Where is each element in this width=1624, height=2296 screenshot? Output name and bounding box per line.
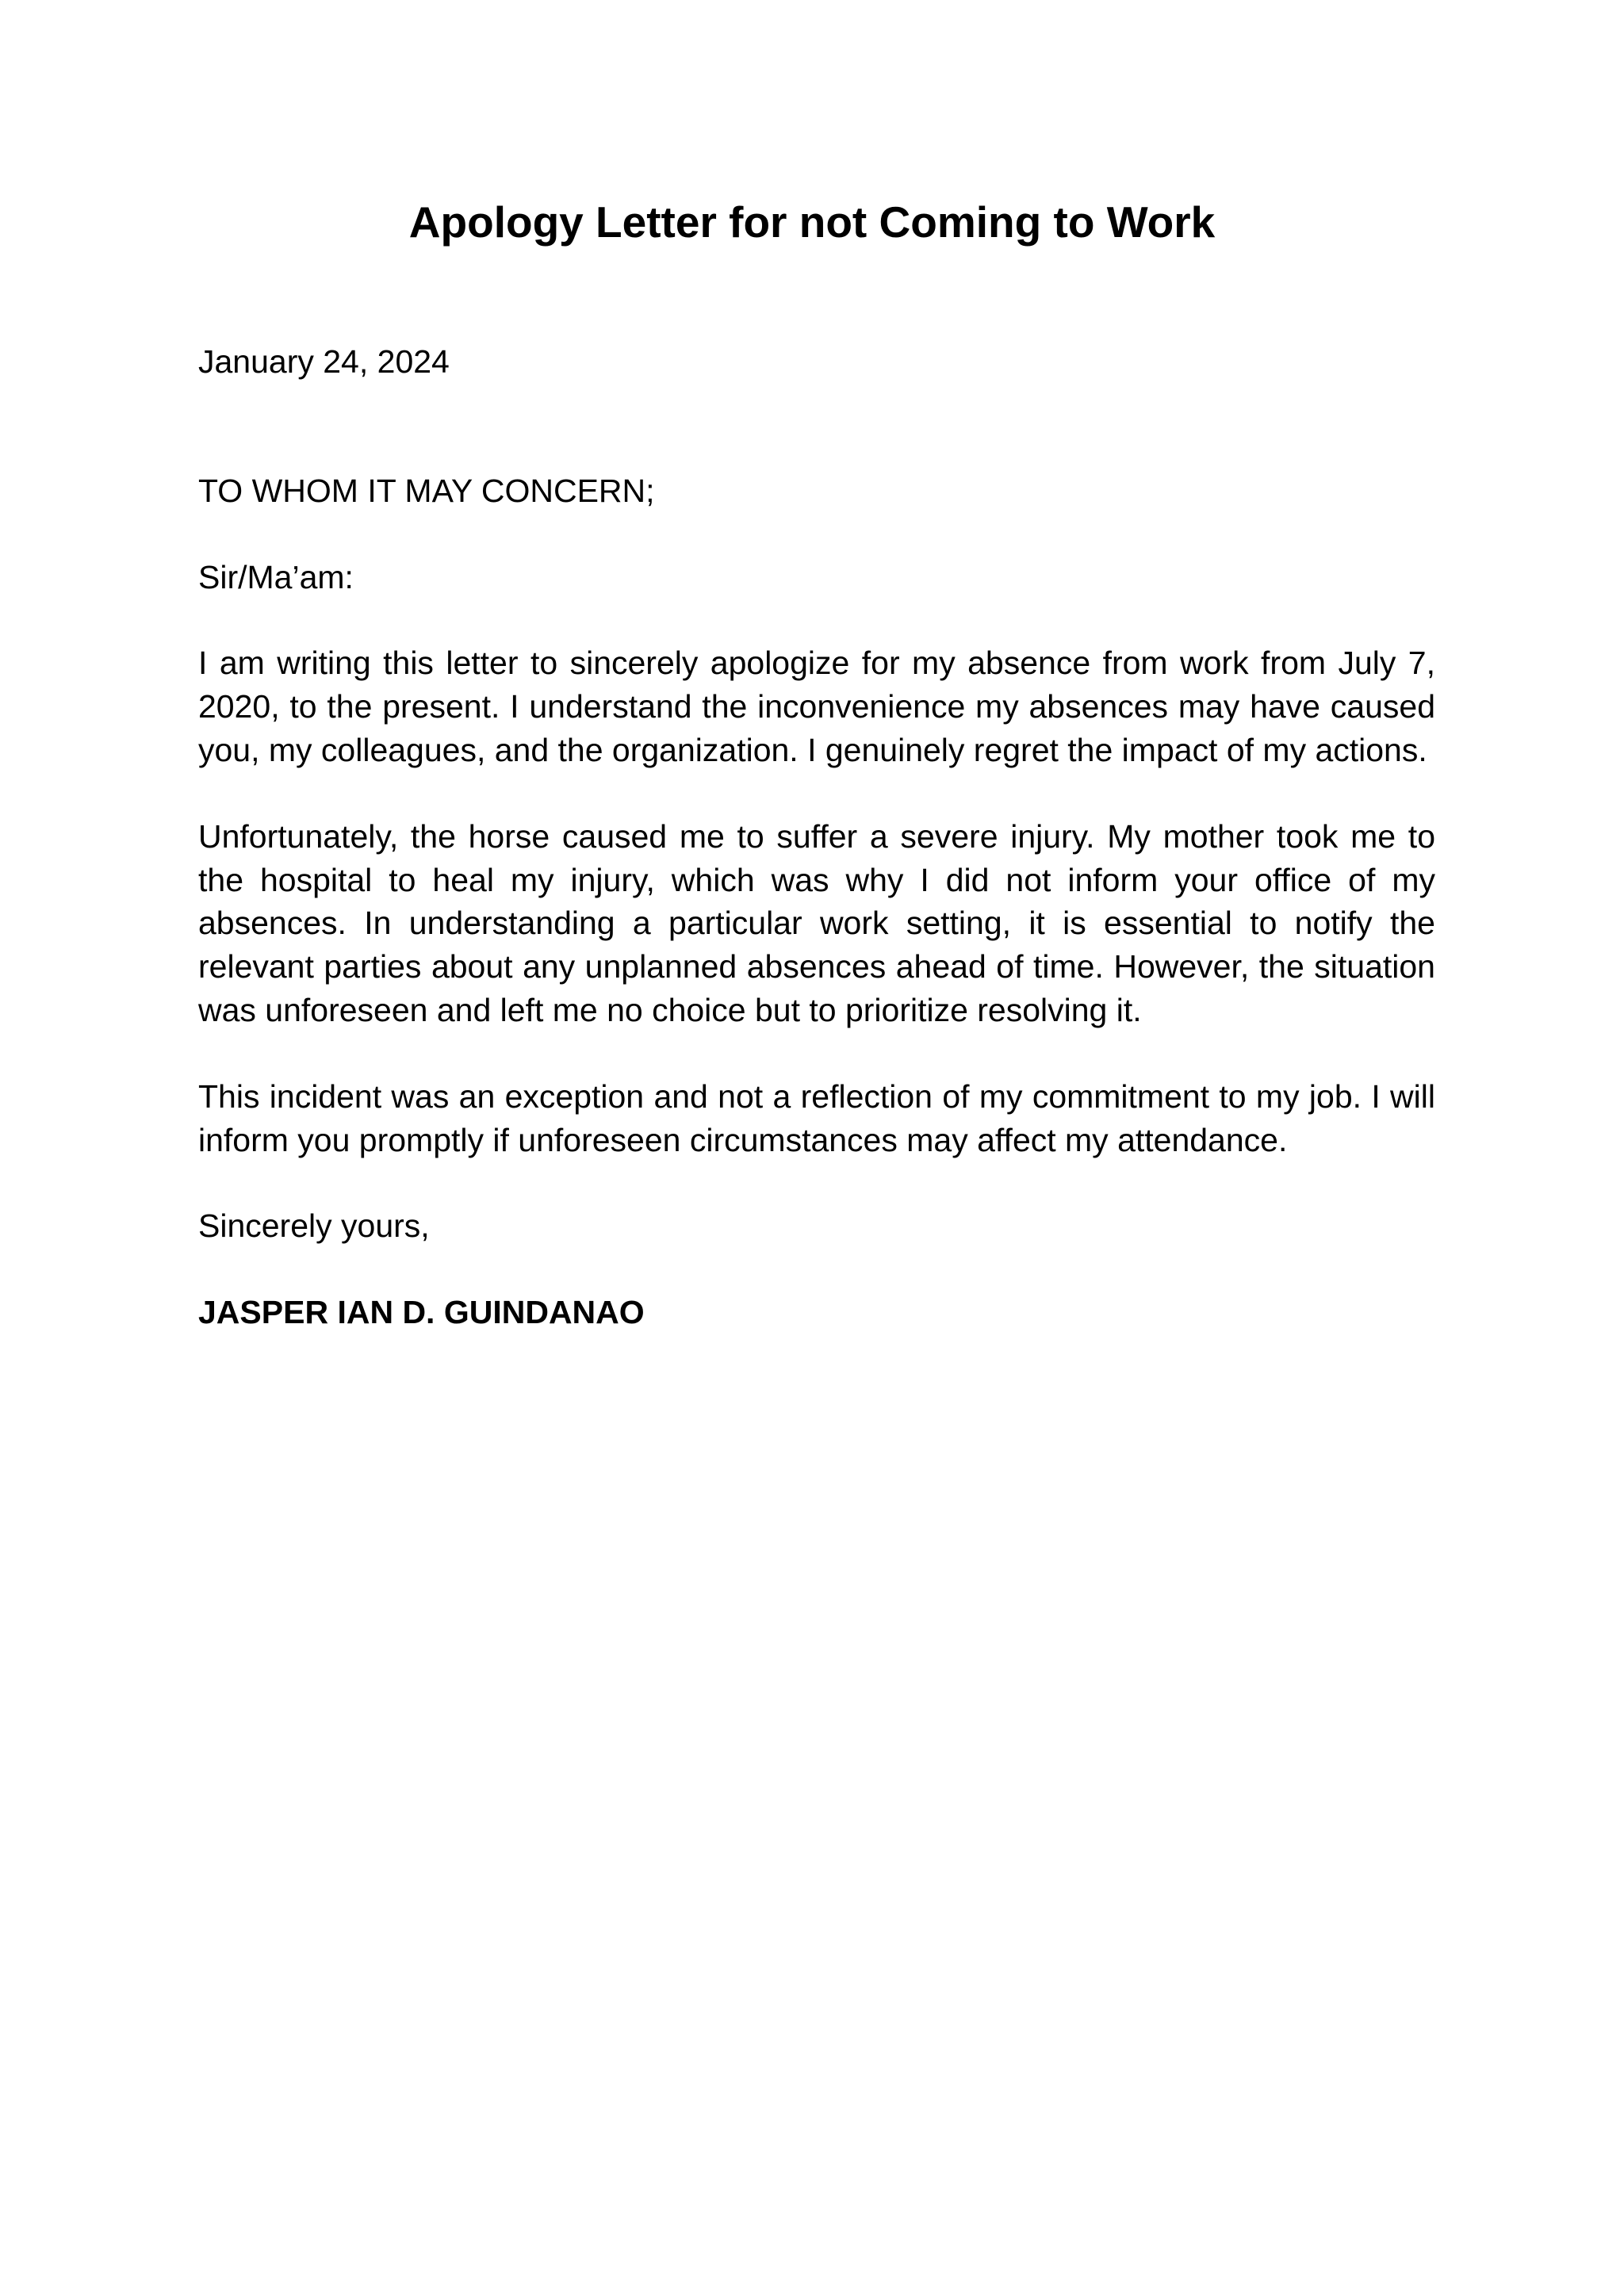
letter-title: Apology Letter for not Coming to Work xyxy=(408,197,1216,247)
body-paragraph-3: This incident was an exception and not a reflection of my commitment to my job. I will inform you promptly if unforeseen circumstances may affect my attendance. xyxy=(198,1077,1435,1158)
letter-signature-name: JASPER IAN D. GUINDANAO xyxy=(198,1294,645,1331)
letter-closing: Sincerely yours, xyxy=(198,1207,430,1245)
body-paragraph-1: I am writing this letter to sincerely apologize for my absence from work from July 7, 2020, to the present. I understand the inconvenience my absences may have caused you, my colleagues, and the organization. I genuinely regret the impact of my actions. xyxy=(198,645,1435,768)
letter-recipient: TO WHOM IT MAY CONCERN; xyxy=(198,472,655,509)
body-paragraph-2: Unfortunately, the horse caused me to suffer a severe injury. My mother took me to the hospital to heal my injury, which was why I did not inform your office of my absences. In understanding a particular work setting, it is essential to notify the relevant parties about any unplanned absences ahead of time. However, the situation was unforeseen and left me no choice but to prioritize resolving it. xyxy=(198,817,1435,1028)
letter-salutation: Sir/Ma’am: xyxy=(198,558,354,595)
letter-date: January 24, 2024 xyxy=(198,343,450,380)
letter-body xyxy=(198,340,1435,1334)
